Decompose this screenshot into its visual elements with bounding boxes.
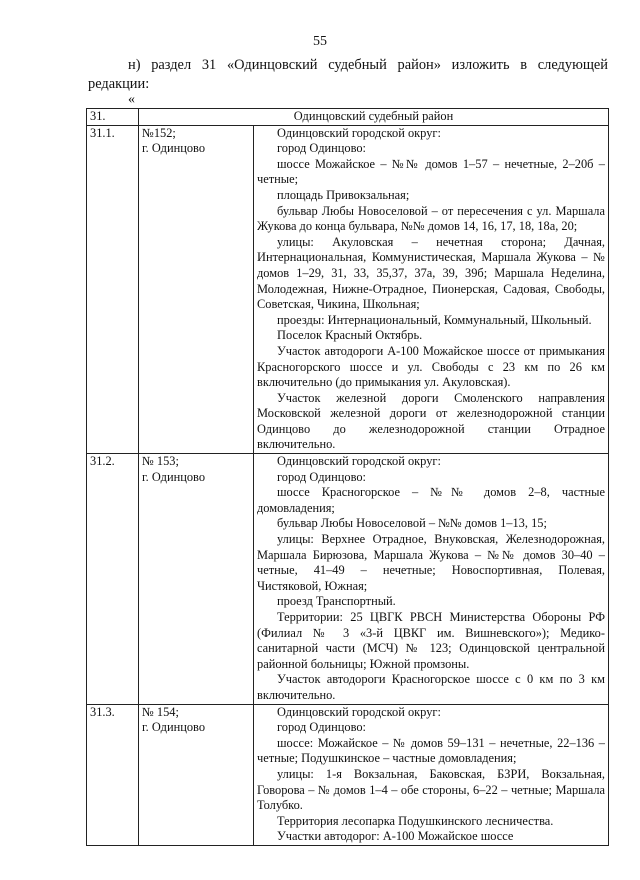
territory-line: город Одинцово: [277, 720, 366, 735]
table-header-row [87, 109, 609, 126]
territory-line: бульвар Любы Новоселовой – №№ домов 1–13, 15; [277, 516, 547, 531]
territory-line: Территории: 25 ЦВГК РВСН Министерства Обороны РФ (Филиал № 3 «3-й ЦВКГ им. Вишневского»); Медико-санитарной части (МСЧ) № 123; Одинцовской центральной районной больницы; Южной промзоны. [257, 610, 605, 671]
territory-line: бульвар Любы Новоселовой – от пересечения с ул. Маршала Жукова до конца бульвара, №№ домов 14, 16, 17, 18, 18а, 20; [257, 203, 605, 234]
territory-line: проезды: Интернациональный, Коммунальный, Школьный. [277, 312, 592, 327]
court-station-cell: № 153; г. Одинцово [139, 454, 254, 705]
territory-line: Поселок Красный Октябрь. [277, 328, 423, 343]
territory-description-cell [254, 125, 609, 453]
territory-line: Одинцовский городской округ: [277, 125, 441, 140]
table-row [87, 704, 609, 845]
territory-line: Одинцовский городской округ: [277, 704, 441, 719]
territory-description-cell [254, 704, 609, 845]
territory-line: улицы: Верхнее Отрадное, Внуковская, Железнодорожная, Маршала Бирюзова, Маршала Жукова – №№ домов 30–40 – четные, 41–49 – нечетные; Новоспортивная, Полевая, Чистяковой, Южная; [257, 532, 605, 593]
territory-line: Участок железной дороги Смоленского направления Московской железной дороги от железнодорожной станции Одинцово до железнодорожной станции Отрадное включительно. [257, 390, 605, 452]
territory-line: улицы: 1-я Вокзальная, Баковская, БЗРИ, Вокзальная, Говорова – № домов 1–4 – обе стороны, 6–22 – четные; Маршала Толубко. [257, 766, 605, 813]
territory-line: Участки автодорог: А-100 Можайское шоссе [277, 829, 514, 844]
territory-line: шоссе Красногорское – №№ домов 2–8, частные домовладения; [257, 485, 605, 515]
territory-description-cell [254, 454, 609, 705]
territory-line: проезд Транспортный. [277, 594, 396, 609]
row-number-cell: 31.2. [87, 454, 139, 705]
header-title-cell: Одинцовский судебный район [139, 109, 609, 126]
page-number: 55 [313, 34, 327, 49]
territory-line: площадь Привокзальная; [277, 187, 410, 202]
row-number-cell: 31.1. [87, 125, 139, 453]
table-row [87, 454, 609, 705]
opening-quote: « [128, 92, 135, 107]
row-number-cell: 31.3. [87, 704, 139, 845]
territory-line: город Одинцово: [277, 469, 366, 484]
court-station-cell: №152; г. Одинцово [139, 125, 254, 453]
territory-line: улицы: Акуловская – нечетная сторона; Дачная, Интернациональная, Коммунистическая, Маршала Жукова – № домов 1–29, 31, 33, 35,37, 37а, 39, 39б; Маршала Неделина, Молодежная, Нижне-Отрадное, Пионерская, Садовая, Свободы, Советская, Чикина, Школьная; [257, 234, 605, 312]
court-districts-table [86, 108, 609, 846]
court-station-cell: № 154; г. Одинцово [139, 704, 254, 845]
territory-line: шоссе Можайское – №№ домов 1–57 – нечетные, 2–20б – четные; [257, 156, 605, 187]
territory-line: Участок автодороги Красногорское шоссе с 0 км по 3 км включительно. [257, 672, 605, 702]
territory-line: Территория лесопарка Подушкинского лесничества. [277, 813, 554, 828]
territory-line: Одинцовский городской округ: [277, 454, 441, 469]
intro-paragraph: н) раздел 31 «Одинцовский судебный район» изложить в следующей редакции: [88, 57, 608, 92]
table-row [87, 125, 609, 453]
header-number-cell: 31. [87, 109, 139, 126]
territory-line: город Одинцово: [277, 141, 366, 156]
territory-line: шоссе: Можайское – № домов 59–131 – нечетные, 22–136 – четные; Подушкинское – частные домовладения; [257, 735, 605, 766]
territory-line: Участок автодороги А-100 Можайское шоссе от примыкания Красногорского шоссе и ул. Свободы с 23 км по 26 км включительно (до примыкания ул. Акуловская). [257, 343, 605, 390]
